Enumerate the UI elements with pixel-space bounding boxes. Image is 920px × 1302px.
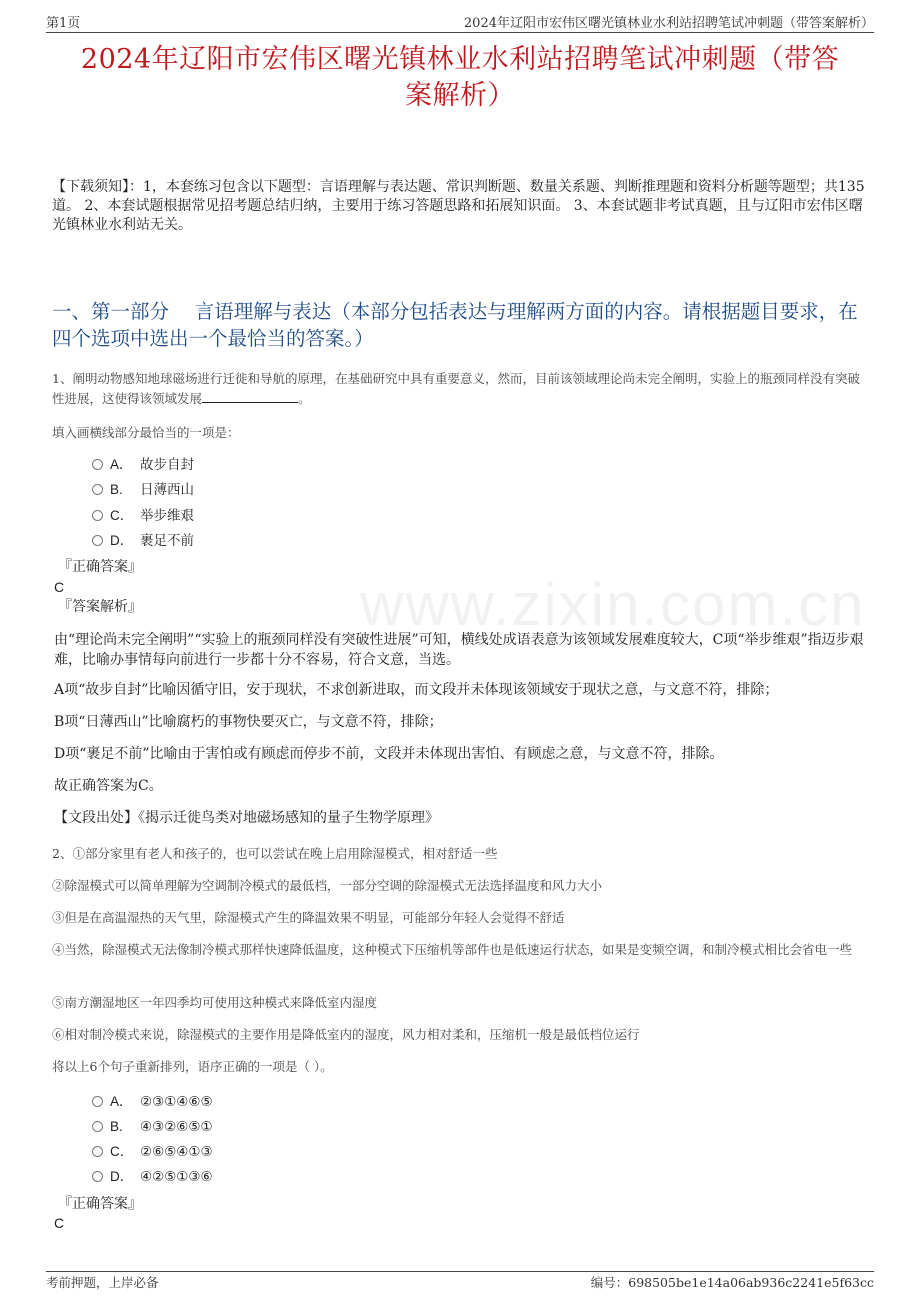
q2-sentence: ⑥相对制冷模式来说，除湿模式的主要作用是降低室内的湿度，风力相对柔和，压缩机一般是最低档位运行 [52,1027,640,1042]
q2-option-d[interactable]: D． ④②⑤①③⑥ [92,1167,213,1187]
page-header [46,12,874,30]
q1-analysis-label: 『答案解析』 [58,599,142,615]
footer-divider [46,1271,874,1272]
q1-analysis-para: D项“裹足不前”比喻由于害怕或有顾虑而停步不前，文段并未体现出害怕、有顾虑之意，与文意不符，排除。 [54,746,724,762]
radio-icon[interactable] [92,1171,103,1182]
q2-sentence: ②除湿模式可以简单理解为空调制冷模式的最低档，一部分空调的除湿模式无法选择温度和风力大小 [52,878,603,893]
q1-stem: 1、阐明动物感知地球磁场进行迁徙和导航的原理，在基础研究中具有重要意义，然而，目前该领域理论尚未完全阐明，实验上的瓶颈同样没有突破性进展，这使得该领域发展 。 [52,371,860,406]
q1-option-b[interactable]: B. 日薄西山 [92,480,194,500]
radio-icon[interactable] [92,535,103,546]
page-title [50,42,870,114]
download-notice: 【下载须知】：1，本套练习包含以下题型：言语理解与表达题、常识判断题、数量关系题、判断推理题和资料分析题等题型；共135道。 2、本套试题根据常见招考题总结归纳，主要用于练习答题思路和拓展知识面。 3、本套试题非考试真题，且与辽阳市宏伟区曙光镇林业水利站无关。 [52,179,865,233]
radio-icon[interactable] [92,510,103,521]
q1-answer-label: 『正确答案』 [58,559,142,575]
q2-sentence: ③但是在高温湿热的天气里，除湿模式产生的降温效果不明显，可能部分年轻人会觉得不舒适 [52,910,565,925]
section-heading: 一、第一部分 言语理解与表达（本部分包括表达与理解两方面的内容。请根据题目要求，在四个选项中选出一个最恰当的答案。） [52,300,858,350]
q1-analysis-para: B项“日薄西山”比喻腐朽的事物快要灭亡，与文意不符，排除； [54,714,443,730]
radio-icon[interactable] [92,1096,103,1107]
q2-option-b[interactable]: B. ④③②⑥⑤① [92,1117,213,1137]
header-doc-title: 2024年辽阳市宏伟区曙光镇林业水利站招聘笔试冲刺题（带答案解析） [463,16,874,31]
q2-answer: C [54,1215,65,1231]
watermark: www.zixin.com.cn [360,571,866,638]
radio-icon[interactable] [92,1146,103,1157]
footer-slogan: 考前押题，上岸必备 [46,1275,159,1290]
footer-doc-id: 编号：698505be1e14a06ab936c2241e5f63cc [590,1275,874,1290]
title-line-1: 2024年辽阳市宏伟区曙光镇林业水利站招聘笔试冲刺题（带答 [80,44,840,75]
q1-prompt: 填入画横线部分最恰当的一项是： [52,425,240,440]
q2-answer-label: 『正确答案』 [58,1196,142,1212]
q1-analysis-para: A项“故步自封”比喻因循守旧，安于现状，不求创新进取，而文段并未体现该领域安于现状之意，与文意不符，排除； [54,682,779,698]
q1-answer: C [54,579,65,595]
header-divider [46,32,874,33]
q1-option-d[interactable]: D． 裹足不前 [92,531,194,551]
radio-icon[interactable] [92,459,103,470]
q2-prompt: 将以上6个句子重新排列，语序正确的一项是（ ）。 [52,1059,333,1074]
q1-analysis-para: 由“理论尚未完全阐明”“实验上的瓶颈同样没有突破性进展”可知，横线处成语表意为该领域发展难度较大，C项“举步维艰”指迈步艰难，比喻办事情每向前进行一步都十分不容易，符合文意，当选。 [54,632,864,668]
q1-option-a[interactable]: A． 故步自封 [92,455,194,475]
answer-blank [202,392,298,403]
q1-source: 【文段出处】《揭示迁徙鸟类对地磁场感知的量子生物学原理》 [54,810,439,826]
q2-option-a[interactable]: A． ②③①④⑥⑤ [92,1092,213,1112]
q2-sentence: ⑤南方潮湿地区一年四季均可使用这种模式来降低室内湿度 [52,995,378,1010]
radio-icon[interactable] [92,1121,103,1132]
q2-sentence: 2、①部分家里有老人和孩子的，也可以尝试在晚上启用除湿模式，相对舒适一些 [52,846,498,861]
q2-sentence: ④当然，除湿模式无法像制冷模式那样快速降低温度，这种模式下压缩机等部件也是低速运行状态，如果是变频空调，和制冷模式相比会省电一些 [52,942,853,957]
page-footer [46,1273,874,1291]
q1-analysis-para: 故正确答案为C。 [54,778,163,794]
page-number: 第1页 [46,16,81,31]
radio-icon[interactable] [92,484,103,495]
title-line-2: 案解析） [405,80,515,111]
q1-option-c[interactable]: C． 举步维艰 [92,506,194,526]
q2-option-c[interactable]: C． ②⑥⑤④①③ [92,1142,213,1162]
